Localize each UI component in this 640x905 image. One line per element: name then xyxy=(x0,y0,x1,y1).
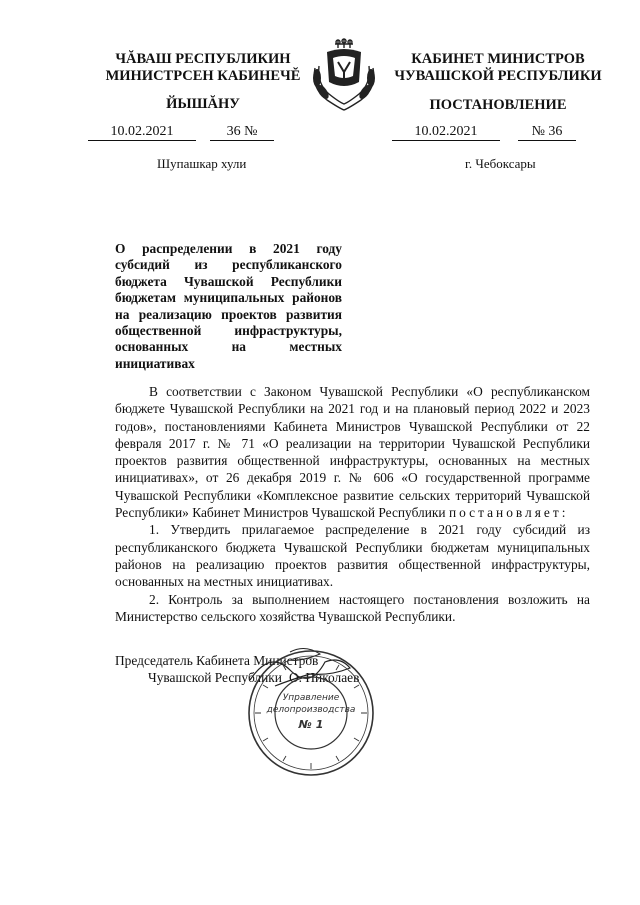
place-right: г. Чебоксары xyxy=(465,156,536,171)
header-right xyxy=(382,51,614,85)
date-right xyxy=(392,124,500,141)
doc-type-right: ПОСТАНОВЛЕНИЕ xyxy=(429,97,567,113)
body-paragraph-1-text: В соответствии с Законом Чувашской Республики «О республиканском бюджете Чувашской Республики на 2021 год и на плановый период 2022 и 2023 годов», постановлениями Кабинета Министров Чувашской Республики от 22 февраля 2017 г. № 71 «О реализации на территории Чувашской Республики проектов развития общественной инфраструктуры, основанных на местных инициативах», от 26 декабря 2019 г. № 606 «О государственной программе Чувашской Республики «Комплексное развитие сельских территорий Чувашской Республики» Кабинет Министров Чувашской Республики xyxy=(115,384,590,521)
date-left xyxy=(88,124,196,141)
stamp-center-line2: делопроизводства xyxy=(266,705,356,715)
body-paragraph-3: 2. Контроль за выполнением настоящего постановления возложить на Министерство сельского хозяйства Чувашской Республики. xyxy=(115,591,590,624)
number-right-value: № 36 xyxy=(518,124,576,141)
official-stamp xyxy=(246,648,376,778)
signature-name: О. Николаев xyxy=(289,670,360,685)
body-paragraph-1 xyxy=(115,383,590,521)
signature-position-line2: Чувашской Республики xyxy=(148,670,282,685)
doc-type-left: ЙЫШĂНУ xyxy=(166,96,240,112)
header-right-line1: КАБИНЕТ МИНИСТРОВ xyxy=(411,51,585,67)
stamp-center-line1: Управление xyxy=(282,693,340,703)
place-left: Шупашкар хули xyxy=(157,156,247,171)
number-right xyxy=(518,124,576,141)
stamp-center-number: № 1 xyxy=(298,718,324,731)
header-left-line2: МИНИСТРСЕН КАБИНЕЧĔ xyxy=(105,68,301,84)
document-title: О распределении в 2021 году субсидий из республиканского бюджета Чувашской Республики бюджетам муниципальных районов на реализацию проектов развития общественной инфраструктуры, основанных на местных инициативах xyxy=(115,241,342,371)
number-left xyxy=(210,124,274,141)
header-left xyxy=(88,51,318,85)
decree-verb: постановляет: xyxy=(448,505,569,521)
body-paragraph-2: 1. Утвердить прилагаемое распределение в 2021 году субсидий из республиканского бюджета Чувашской Республики бюджетам муниципальных районов на реализацию проектов развития общественной инфраструктуры, основанных на местных инициативах. xyxy=(115,522,590,590)
header-left-line1: ЧĂВАШ РЕСПУБЛИКИН xyxy=(115,51,291,67)
number-left-value: 36 № xyxy=(210,124,274,141)
signature-position-line1: Председатель Кабинета Министров xyxy=(115,653,319,668)
document-body xyxy=(115,383,590,625)
header-right-line2: ЧУВАШСКОЙ РЕСПУБЛИКИ xyxy=(394,68,602,84)
date-left-value: 10.02.2021 xyxy=(88,124,196,141)
date-right-value: 10.02.2021 xyxy=(392,124,500,141)
